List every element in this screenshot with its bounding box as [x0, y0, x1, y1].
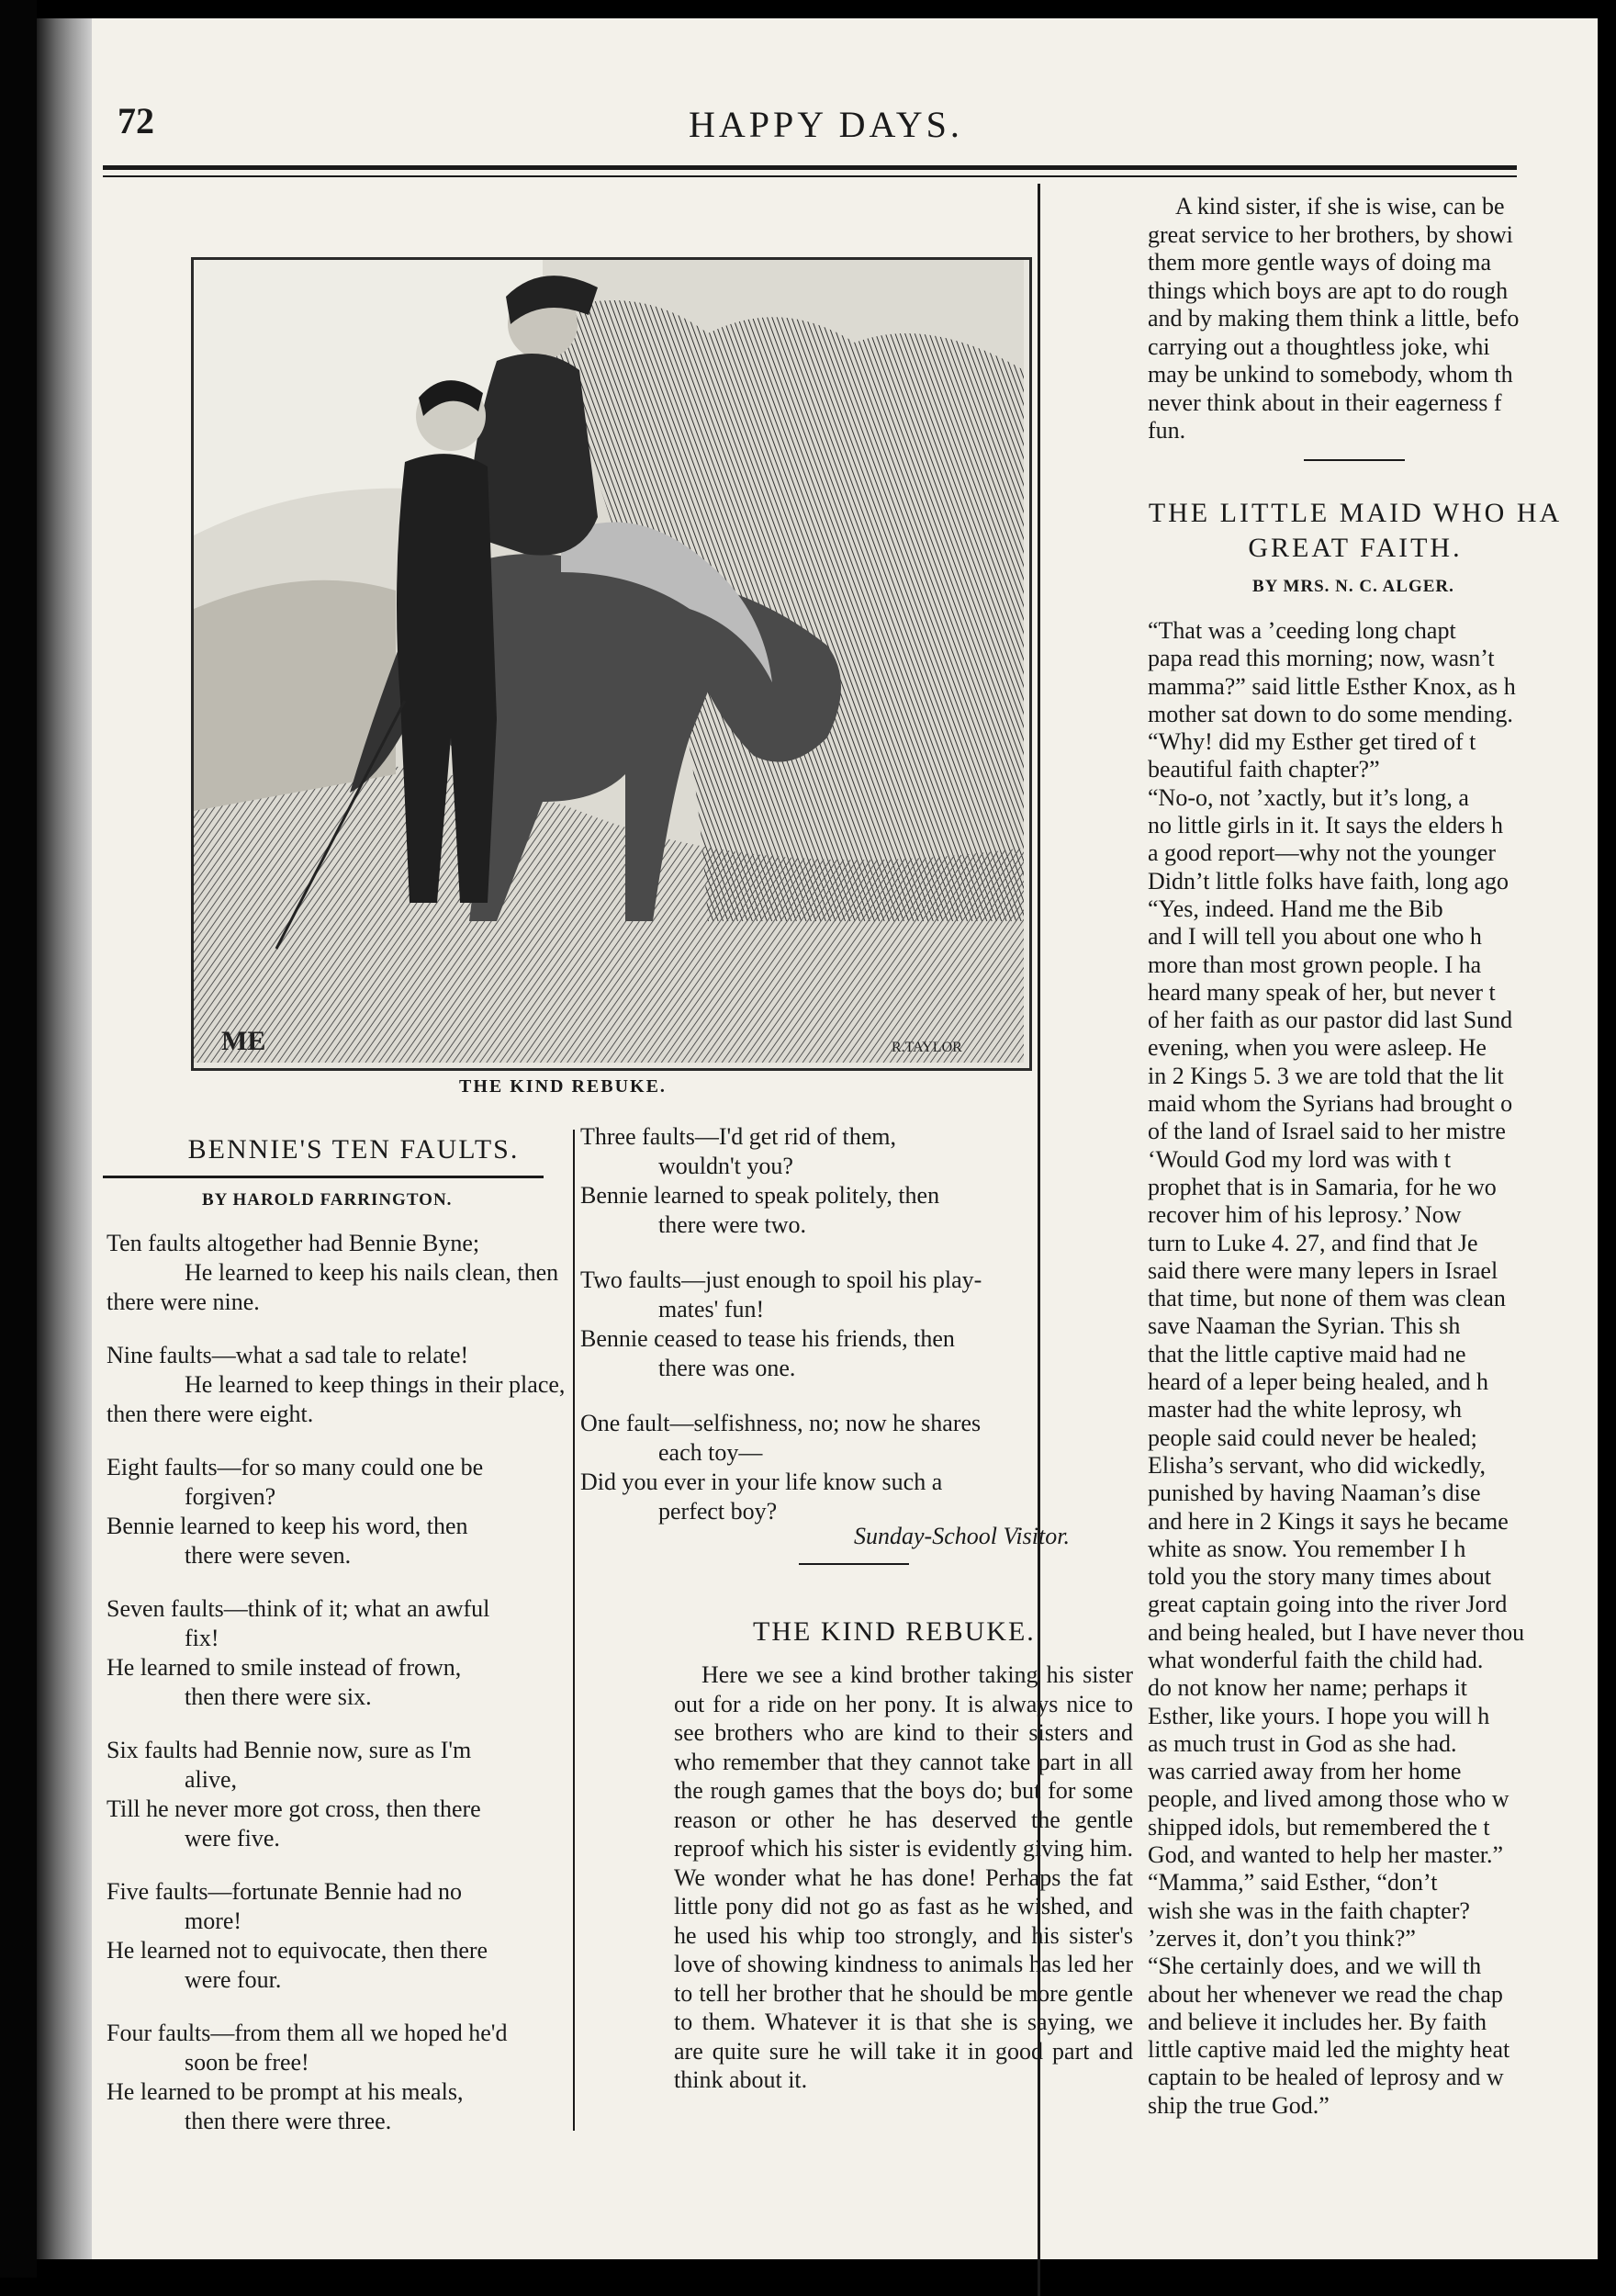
story-line: heard many speak of her, but never t — [1148, 978, 1496, 1006]
story-line: “No-o, not ’xactly, but it’s long, a — [1148, 783, 1469, 811]
poem-line: He learned to keep his nails clean, then — [185, 1259, 559, 1286]
poem-line: Five faults—fortunate Bennie had no — [107, 1878, 463, 1905]
intro-line: may be unkind to somebody, whom th — [1148, 361, 1513, 388]
poem-line: One fault—selfishness, no; now he shares — [580, 1410, 982, 1436]
poem-byline: BY HAROLD FARRINGTON. — [202, 1190, 453, 1210]
story-line: white as snow. You remember I h — [1148, 1535, 1466, 1562]
poem-line: then there were three. — [185, 2108, 392, 2134]
poem-line: Bennie ceased to tease his friends, then — [580, 1325, 955, 1352]
story-line: punished by having Naaman’s dise — [1148, 1480, 1481, 1507]
page-number: 72 — [118, 100, 154, 141]
poem-line: more! — [185, 1908, 242, 1934]
story-line: prophet that is in Samaria, for he wo — [1148, 1173, 1497, 1200]
poem-stanza — [580, 1409, 1039, 1526]
poem-stanza — [107, 1594, 566, 1712]
poem-line: Seven faults—think of it; what an awful — [107, 1595, 490, 1622]
story-line: was carried away from her home — [1148, 1758, 1462, 1785]
scanner-edge — [0, 0, 37, 2278]
poem-title: BENNIE'S TEN FAULTS. — [187, 1134, 520, 1165]
poem-line: Three faults—I'd get rid of them, — [580, 1123, 897, 1150]
poem-line: Till he never more got cross, then there — [107, 1795, 481, 1822]
poem-line: perfect boy? — [658, 1498, 778, 1525]
poem-line: wouldn't you? — [658, 1153, 793, 1179]
header-rule-thin — [103, 175, 1517, 177]
story-line: what wonderful faith the child had. — [1148, 1646, 1484, 1673]
book-binding — [37, 18, 92, 2259]
story-line: shipped idols, but remembered the t — [1148, 1813, 1490, 1840]
story-line: a good report—why not the younger — [1148, 839, 1497, 867]
story-line: “She certainly does, and we will th — [1148, 1953, 1482, 1980]
story-line: and being healed, but I have never thou — [1148, 1618, 1525, 1646]
poem-line: there were two. — [658, 1211, 806, 1238]
poem-line: then there were six. — [185, 1683, 372, 1710]
poem-line: alive, — [185, 1766, 238, 1793]
engraving-drawing — [194, 260, 1024, 1063]
right-intro-paragraph — [1148, 193, 1570, 445]
story-line: evening, when you were asleep. He — [1148, 1034, 1487, 1062]
story-line: save Naaman the Syrian. This sh — [1148, 1312, 1461, 1340]
story-line: Elisha’s servant, who did wickedly, — [1148, 1451, 1487, 1479]
intro-line: things which boys are apt to do rough — [1148, 276, 1509, 304]
poem-line: Nine faults—what a sad tale to relate! — [107, 1342, 469, 1368]
intro-line: great service to her brothers, by showi — [1148, 220, 1513, 248]
story-line: do not know her name; perhaps it — [1148, 1674, 1468, 1702]
poem-line: He learned to be prompt at his meals, — [107, 2078, 464, 2105]
story-line: God, and wanted to help her master.” — [1148, 1841, 1503, 1869]
story-line: little captive maid led the mighty heat — [1148, 2036, 1510, 2064]
story-line: people said could never be healed; — [1148, 1424, 1477, 1451]
poem-line: Bennie learned to keep his word, then — [107, 1513, 468, 1539]
story-line: wish she was in the faith chapter? — [1148, 1896, 1470, 1924]
story-line: no little girls in it. It says the elders h — [1148, 812, 1504, 839]
story-line: ‘Would God my lord was with t — [1148, 1145, 1452, 1173]
poem-line: He learned not to equivocate, then there — [107, 1937, 488, 1964]
story-line: that the little captive maid had ne — [1148, 1340, 1466, 1367]
story-line: “Yes, indeed. Hand me the Bib — [1148, 895, 1443, 922]
story-line: said there were many lepers in Israel — [1148, 1256, 1498, 1284]
monogram: ME — [221, 1026, 266, 1056]
poem-line: Bennie learned to speak politely, then — [580, 1182, 940, 1209]
story-line: about her whenever we read the chap — [1148, 1980, 1503, 2008]
story-line: that time, but none of them was clean — [1148, 1285, 1506, 1312]
poem-line: Eight faults—for so many could one be — [107, 1454, 484, 1480]
illustration-caption: THE KIND REBUKE. — [459, 1076, 667, 1097]
poem-line: there were seven. — [185, 1542, 352, 1569]
story-title-line-2: GREAT FAITH. — [1248, 533, 1463, 563]
story-line: and I will tell you about one who h — [1148, 923, 1482, 951]
story-line: and believe it includes her. By faith — [1148, 2008, 1487, 2035]
intro-line: never think about in their eagerness f — [1148, 388, 1502, 416]
poem-stanza — [580, 1266, 1039, 1383]
story-line: Esther, like yours. I hope you will h — [1148, 1702, 1490, 1729]
poem-line: soon be free! — [185, 2049, 309, 2076]
story-line: told you the story many times about — [1148, 1563, 1492, 1591]
story-line: beautiful faith chapter?” — [1148, 756, 1380, 783]
poem-line: then there were eight. — [107, 1401, 314, 1427]
poem-line: there were nine. — [107, 1289, 260, 1315]
artist-signature: R.TAYLOR — [892, 1040, 962, 1055]
story-body — [1148, 617, 1570, 2120]
poem-line: He learned to smile instead of frown, — [107, 1654, 462, 1681]
story-line: ’zerves it, don’t you think?” — [1148, 1924, 1416, 1952]
story-line: in 2 Kings 5. 3 we are told that the lit — [1148, 1062, 1504, 1089]
poem-line: Two faults—just enough to spoil his play- — [580, 1266, 982, 1293]
story-line: people, and lived among those who w — [1148, 1785, 1509, 1813]
poem-line: each toy— — [658, 1439, 763, 1466]
story-line: ship the true God.” — [1148, 2091, 1330, 2119]
article-title: THE KIND REBUKE. — [753, 1616, 1036, 1647]
story-line: and here in 2 Kings it says he became — [1148, 1507, 1509, 1535]
poem-line: Six faults had Bennie now, sure as I'm — [107, 1737, 472, 1763]
poem-stanza — [107, 1736, 566, 1853]
story-line: “That was a ’ceeding long chapt — [1148, 617, 1456, 644]
poem-stanza — [580, 1122, 1039, 1240]
poem-line: Ten faults altogether had Bennie Byne; — [107, 1230, 480, 1256]
story-line: captain to be healed of leprosy and w — [1148, 2064, 1504, 2091]
story-line: master had the white leprosy, wh — [1148, 1396, 1462, 1424]
poem-credit: Sunday-School Visitor. — [854, 1523, 1070, 1549]
poem-title-rule — [103, 1176, 544, 1178]
engraving-illustration — [191, 257, 1032, 1071]
intro-line: them more gentle ways of doing ma — [1148, 249, 1492, 276]
poem-stanza — [107, 2019, 566, 2136]
story-line: heard of a leper being healed, and h — [1148, 1368, 1489, 1396]
poem-line: there was one. — [658, 1355, 796, 1381]
story-line: “Why! did my Esther get tired of t — [1148, 728, 1476, 756]
story-byline: BY MRS. N. C. ALGER. — [1252, 577, 1454, 596]
intro-line: carrying out a thoughtless joke, whi — [1148, 332, 1490, 360]
story-line: papa read this morning; now, wasn’t — [1148, 645, 1495, 672]
story-line: Didn’t little folks have faith, long ago — [1148, 867, 1509, 895]
poem-line: were four. — [185, 1966, 282, 1993]
right-divider-rule — [1304, 459, 1405, 461]
poem-line: forgiven? — [185, 1483, 276, 1510]
story-line: great captain going into the river Jord — [1148, 1591, 1508, 1618]
poem-line: mates' fun! — [658, 1296, 765, 1322]
article-body: Here we see a kind brother taking his sister out for a ride on her pony. It is always nice to see brothers who are kind to their sisters and who remember that they cannot take part in all the rough games that the boys do; but for some reason or other he has deserved the gentle reproof which his sister is evidently giving him. We wonder what he has done! Perhaps the fat little pony did not go as fast as he wished, and he used his whip too strongly, and his sister's love of showing kindness to animals has led her to tell her brother that he should be more gentle to them. Whatever it is that she is saying, we are quite sure he will take it in good part and think about it. — [674, 1661, 1133, 2093]
divider-rule — [799, 1563, 909, 1565]
intro-line: fun. — [1148, 417, 1186, 444]
poem-stanza — [107, 1341, 566, 1429]
poem-line: fix! — [185, 1625, 219, 1651]
story-line: as much trust in God as she had. — [1148, 1729, 1457, 1757]
poem-line: were five. — [185, 1825, 280, 1851]
poem-stanza — [107, 1453, 566, 1570]
story-line: maid whom the Syrians had brought o — [1148, 1090, 1513, 1118]
story-line: mother sat down to do some mending. — [1148, 700, 1513, 727]
story-line: of her faith as our pastor did last Sund — [1148, 1007, 1513, 1034]
story-line: of the land of Israel said to her mistre — [1148, 1118, 1506, 1145]
intro-line: A kind sister, if she is wise, can be — [1175, 193, 1505, 219]
poem-stanza — [107, 1877, 566, 1995]
poem-line: Did you ever in your life know such a — [580, 1469, 943, 1495]
poem-column-divider — [573, 1130, 575, 2131]
poem-stanza — [107, 1229, 566, 1317]
poem-line: Four faults—from them all we hoped he'd — [107, 2020, 508, 2046]
header-rule — [103, 165, 1517, 170]
story-title-line-1: THE LITTLE MAID WHO HA — [1148, 498, 1563, 528]
story-title — [1144, 496, 1566, 566]
intro-line: and by making them think a little, befo — [1148, 305, 1520, 332]
running-head: HAPPY DAYS. — [689, 104, 963, 145]
story-line: turn to Luke 4. 27, and find that Je — [1148, 1229, 1478, 1256]
story-line: more than most grown people. I ha — [1148, 951, 1482, 978]
story-line: “Mamma,” said Esther, “don’t — [1148, 1869, 1438, 1896]
story-line: recover him of his leprosy.’ Now — [1148, 1201, 1462, 1229]
poem-line: He learned to keep things in their place, — [185, 1371, 566, 1398]
story-line: mamma?” said little Esther Knox, as h — [1148, 672, 1516, 700]
